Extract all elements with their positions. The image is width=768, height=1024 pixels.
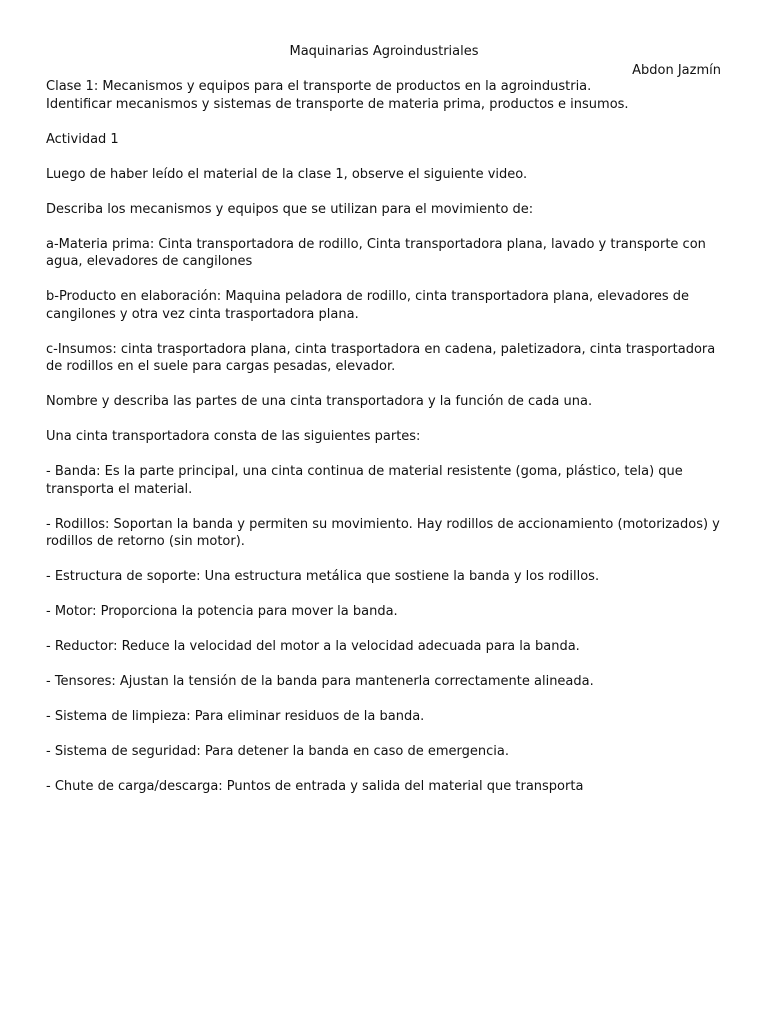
- part-banda: - Banda: Es la parte principal, una cinta continua de material resistente (goma, plástico, tela) que transporta el material.: [46, 464, 683, 497]
- document-body: [46, 78, 722, 796]
- part-motor: - Motor: Proporciona la potencia para mover la banda.: [46, 604, 398, 619]
- answer-materia-prima: a-Materia prima: Cinta transportadora de rodillo, Cinta transportadora plana, lavado y transporte con agua, elevadores de cangilones: [46, 236, 706, 269]
- parts-intro: Una cinta transportadora consta de las siguientes partes:: [46, 429, 421, 444]
- answer-producto-elaboracion: b-Producto en elaboración: Maquina peladora de rodillo, cinta transportadora plana, elevadores de cangilones y otra vez cinta trasportadora plana.: [46, 289, 689, 322]
- part-limpieza: - Sistema de limpieza: Para eliminar residuos de la banda.: [46, 709, 425, 724]
- instruction-paragraph: Luego de haber leído el material de la clase 1, observe el siguiente video.: [46, 166, 528, 182]
- objective-line: Identificar mecanismos y sistemas de transporte de materia prima, productos e insumos.: [46, 96, 629, 112]
- part-reductor: - Reductor: Reduce la velocidad del motor a la velocidad adecuada para la banda.: [46, 639, 580, 654]
- part-seguridad: - Sistema de seguridad: Para detener la banda en caso de emergencia.: [46, 744, 509, 759]
- class-line: Clase 1: Mecanismos y equipos para el transporte de productos en la agroindustria.: [46, 79, 592, 94]
- question-mechanisms: Describa los mecanismos y equipos que se utilizan para el movimiento de:: [46, 201, 534, 217]
- document-author: Abdon Jazmín: [632, 63, 721, 78]
- activity-heading: Actividad 1: [46, 131, 119, 147]
- question-parts: Nombre y describa las partes de una cinta transportadora y la función de cada una.: [46, 394, 593, 409]
- document-title: Maquinarias Agroindustriales: [289, 44, 479, 59]
- answer-insumos: c-Insumos: cinta trasportadora plana, cinta trasportadora en cadena, paletizadora, cinta trasportadora de rodillos en el suele para cargas pesadas, elevador.: [46, 341, 716, 374]
- part-rodillos: - Rodillos: Soportan la banda y permiten su movimiento. Hay rodillos de accionamiento (motorizados) y rodillos de retorno (sin motor).: [46, 516, 720, 549]
- part-tensores: - Tensores: Ajustan la tensión de la banda para mantenerla correctamente alineada.: [46, 674, 594, 689]
- part-estructura: - Estructura de soporte: Una estructura metálica que sostiene la banda y los rodillos.: [46, 569, 600, 584]
- part-chute: - Chute de carga/descarga: Puntos de entrada y salida del material que transporta: [46, 779, 584, 794]
